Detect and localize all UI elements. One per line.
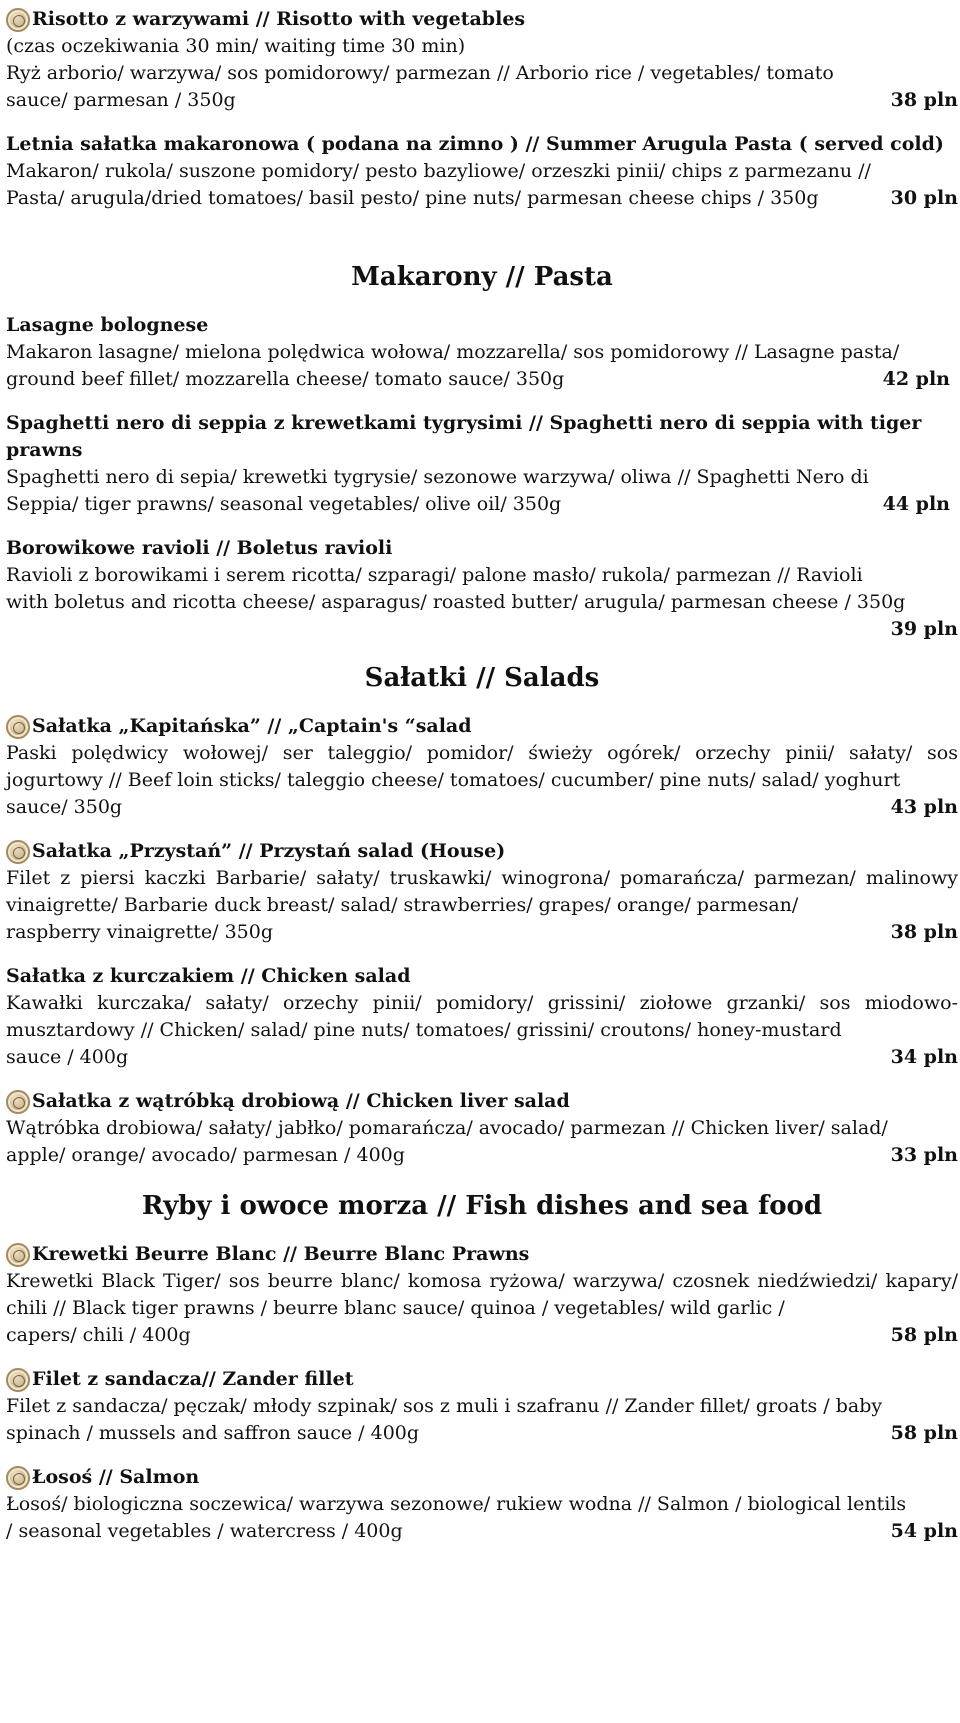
section-heading-pasta: Makarony // Pasta: [351, 262, 613, 292]
medal-badge-icon: [6, 8, 30, 32]
section-heading-fish: Ryby i owoce morza // Fish dishes and sea food: [141, 1191, 823, 1221]
item-description: Makaron lasagne/ mielona polędwica wołowa/ mozzarella/ sos pomidorowy // Lasagne pasta/: [6, 341, 900, 363]
menu-item-beurre-blanc-prawns: [6, 1241, 958, 1349]
item-description-end: with boletus and ricotta cheese/ asparagus/ roasted butter/ arugula/ parmesan cheese / 350g: [6, 591, 906, 613]
item-price: 58 pln: [890, 1324, 958, 1346]
menu-item-spaghetti-nero: [6, 410, 958, 518]
item-price: 54 pln: [890, 1520, 958, 1542]
menu-item-house-salad: [6, 838, 958, 946]
item-price: 58 pln: [890, 1422, 958, 1444]
medal-badge-icon: [6, 1243, 30, 1267]
item-price: 42 pln: [882, 368, 950, 390]
item-title: Filet z sandacza// Zander fillet: [32, 1368, 354, 1390]
item-description-end: ground beef fillet/ mozzarella cheese/ tomato sauce/ 350g: [6, 368, 565, 390]
item-description: Paski polędwicy wołowej/ ser taleggio/ pomidor/ świeży ogórek/ orzechy pinii/ sałaty/ sos jogurtowy // Beef loin sticks/ taleggio cheese/ tomatoes/ cucumber/ pine nuts/ salad/ yoghurt: [6, 742, 958, 791]
item-title: Letnia sałatka makaronowa ( podana na zimno ) // Summer Arugula Pasta ( served cold): [6, 133, 944, 155]
item-description-end: spinach / mussels and saffron sauce / 400g: [6, 1422, 420, 1444]
item-title: Sałatka „Kapitańska” // „Captain's “salad: [32, 715, 472, 737]
menu-item-captains-salad: [6, 713, 958, 821]
item-description: Kawałki kurczaka/ sałaty/ orzechy pinii/ pomidory/ grissini/ ziołowe grzanki/ sos miodowo-musztardowy // Chicken/ salad/ pine nuts/ tomatoes/ grissini/ croutons/ honey-mustard: [6, 992, 958, 1041]
item-description-end: Seppia/ tiger prawns/ seasonal vegetables/ olive oil/ 350g: [6, 493, 562, 515]
item-description-end: apple/ orange/ avocado/ parmesan / 400g: [6, 1144, 405, 1166]
menu-item-boletus-ravioli: [6, 535, 958, 643]
item-price: 33 pln: [890, 1144, 958, 1166]
item-description: Ravioli z borowikami i serem ricotta/ szparagi/ palone masło/ rukola/ parmezan // Ravioli: [6, 564, 863, 586]
item-description-end: raspberry vinaigrette/ 350g: [6, 921, 273, 943]
item-price: 38 pln: [890, 89, 958, 111]
item-description-end: Pasta/ arugula/dried tomatoes/ basil pesto/ pine nuts/ parmesan cheese chips / 350g: [6, 187, 819, 209]
item-description: Ryż arborio/ warzywa/ sos pomidorowy/ parmezan // Arborio rice / vegetables/ tomato: [6, 62, 834, 84]
item-description: Spaghetti nero di sepia/ krewetki tygrysie/ sezonowe warzywa/ oliwa // Spaghetti Nero di: [6, 466, 869, 488]
item-description: Makaron/ rukola/ suszone pomidory/ pesto bazyliowe/ orzeszki pinii/ chips z parmezanu //: [6, 160, 871, 182]
medal-badge-icon: [6, 1090, 30, 1114]
item-note: (czas oczekiwania 30 min/ waiting time 30 min): [6, 35, 466, 57]
menu-item-chicken-liver-salad: [6, 1088, 958, 1169]
item-title: Lasagne bolognese: [6, 314, 209, 336]
item-title: Krewetki Beurre Blanc // Beurre Blanc Prawns: [32, 1243, 530, 1265]
item-price: 38 pln: [890, 921, 958, 943]
item-title: Sałatka „Przystań” // Przystań salad (House): [32, 840, 506, 862]
item-description-end: / seasonal vegetables / watercress / 400g: [6, 1520, 403, 1542]
item-price: 39 pln: [890, 618, 958, 640]
item-description-end: sauce / 400g: [6, 1046, 129, 1068]
menu-item-risotto: [6, 6, 958, 114]
item-description-end: sauce/ parmesan / 350g: [6, 89, 236, 111]
item-description-end: sauce/ 350g: [6, 796, 123, 818]
item-price: 43 pln: [890, 796, 958, 818]
item-title: Borowikowe ravioli // Boletus ravioli: [6, 537, 393, 559]
item-price: 44 pln: [882, 493, 950, 515]
medal-badge-icon: [6, 1368, 30, 1392]
item-price: 34 pln: [890, 1046, 958, 1068]
medal-badge-icon: [6, 1466, 30, 1490]
item-description: Łosoś/ biologiczna soczewica/ warzywa sezonowe/ rukiew wodna // Salmon / biological lentils: [6, 1493, 907, 1515]
medal-badge-icon: [6, 715, 30, 739]
item-description: Filet z sandacza/ pęczak/ młody szpinak/ sos z muli i szafranu // Zander fillet/ groats / baby: [6, 1395, 883, 1417]
menu-item-salmon: [6, 1464, 958, 1545]
medal-badge-icon: [6, 840, 30, 864]
menu-item-chicken-salad: [6, 963, 958, 1071]
menu-item-summer-pasta: [6, 131, 958, 212]
item-title: Łosoś // Salmon: [32, 1466, 200, 1488]
section-heading-salads: Sałatki // Salads: [364, 663, 600, 693]
item-title: Sałatka z wątróbką drobiową // Chicken liver salad: [32, 1090, 570, 1112]
item-description: Wątróbka drobiowa/ sałaty/ jabłko/ pomarańcza/ avocado/ parmezan // Chicken liver/ salad/: [6, 1117, 888, 1139]
menu-item-lasagne: [6, 312, 958, 393]
menu-item-zander-fillet: [6, 1366, 958, 1447]
item-description: Krewetki Black Tiger/ sos beurre blanc/ komosa ryżowa/ warzywa/ czosnek niedźwiedzi/ kapary/ chili // Black tiger prawns / beurre blanc sauce/ quinoa / vegetables/ wild garlic /: [6, 1270, 958, 1319]
item-description: Filet z piersi kaczki Barbarie/ sałaty/ truskawki/ winogrona/ pomarańcza/ parmezan/ malinowy vinaigrette/ Barbarie duck breast/ salad/ strawberries/ grapes/ orange/ parmesan/: [6, 867, 958, 916]
item-description-end: capers/ chili / 400g: [6, 1324, 191, 1346]
item-title: Sałatka z kurczakiem // Chicken salad: [6, 965, 411, 987]
item-price: 30 pln: [890, 187, 958, 209]
item-title: Spaghetti nero di seppia z krewetkami tygrysimi // Spaghetti nero di seppia with tiger prawns: [6, 412, 922, 461]
item-title: Risotto z warzywami // Risotto with vegetables: [32, 8, 526, 30]
